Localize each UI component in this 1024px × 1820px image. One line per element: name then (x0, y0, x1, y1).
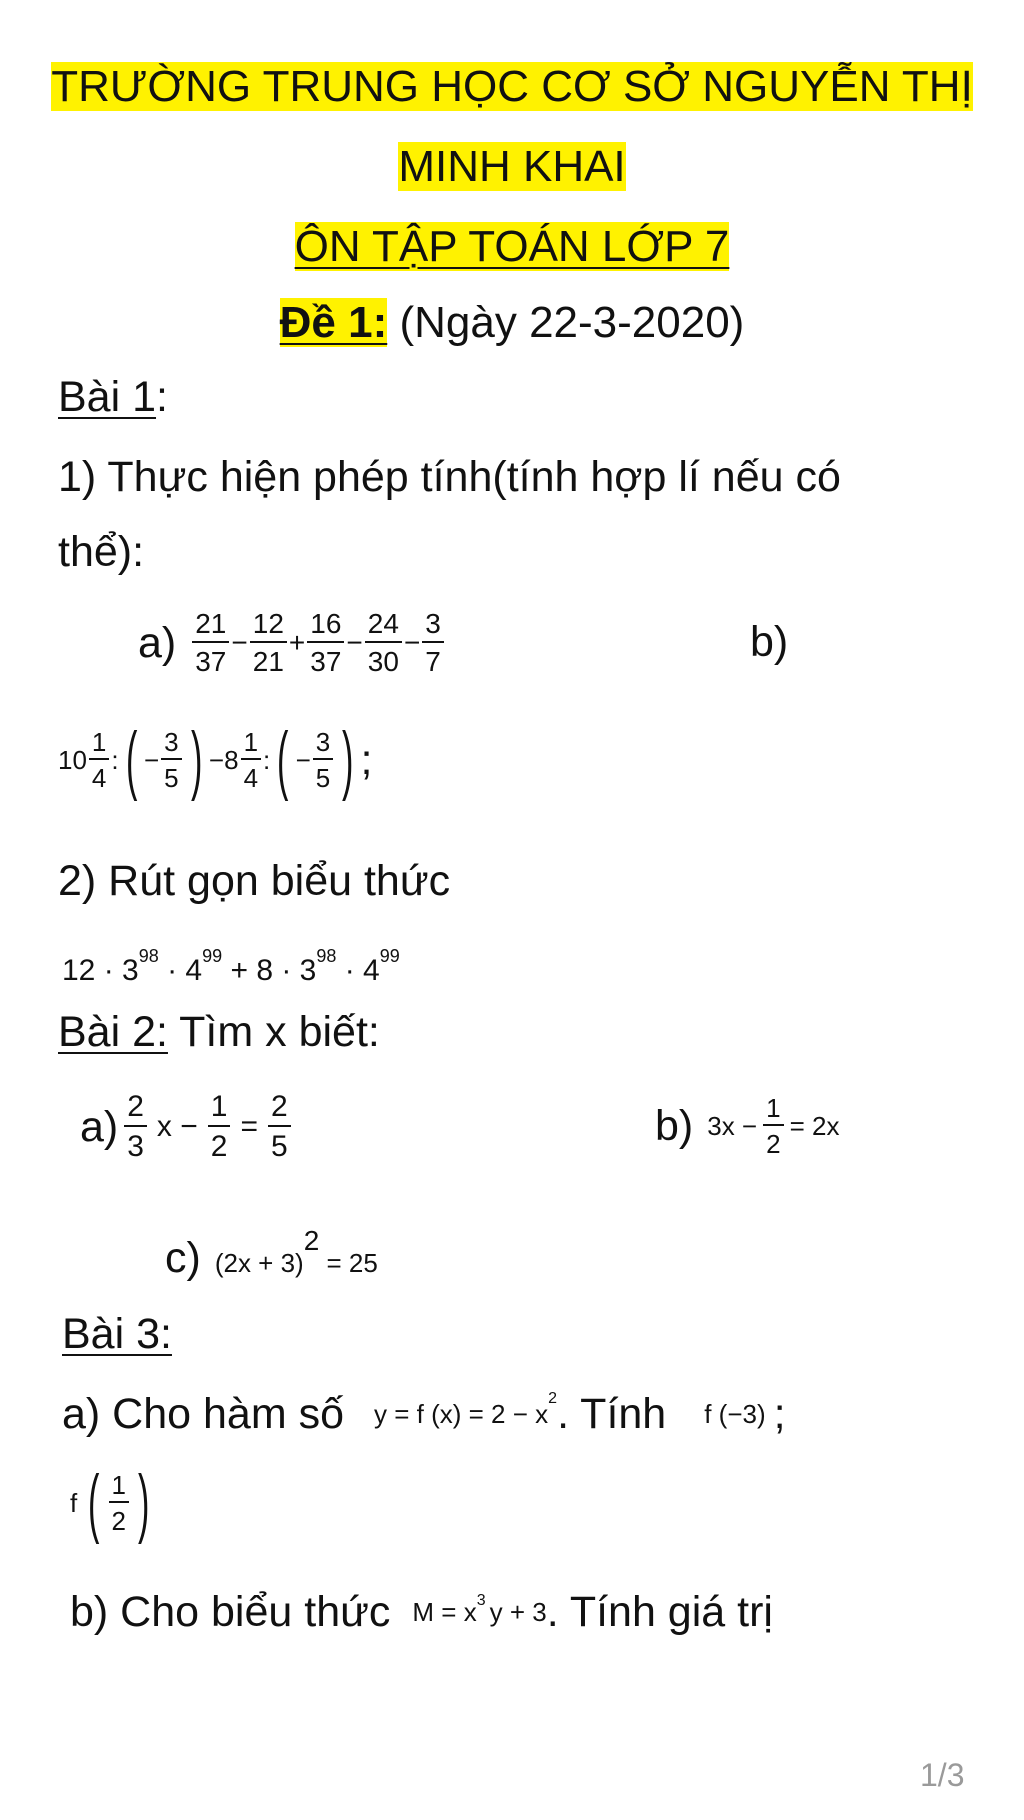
text: b) Cho biểu thức (70, 1588, 391, 1636)
text: . Tính giá trị (546, 1588, 773, 1636)
text: . Tính (557, 1390, 667, 1438)
bai2-part-c (165, 1225, 378, 1283)
bai3-part-a-eval2 (70, 1460, 156, 1545)
denominator: 2 (210, 1130, 228, 1163)
term: = 25 (319, 1248, 378, 1278)
term: (2x + 3) (214, 1248, 304, 1278)
operator: − (403, 627, 421, 658)
bai1-heading (58, 373, 168, 422)
fraction (124, 1092, 147, 1162)
bai2-part-a (80, 1092, 293, 1162)
operator: : (111, 744, 119, 775)
denominator: 5 (315, 763, 331, 793)
fraction (313, 729, 333, 791)
paren-open: ( (88, 1460, 100, 1545)
function-eval: f (−3) (704, 1399, 766, 1429)
denominator: 2 (111, 1506, 127, 1536)
numerator: 2 (124, 1092, 147, 1127)
term: · 4 (336, 954, 380, 987)
denominator: 5 (164, 763, 179, 793)
bai2-title: Bài 2: (58, 1008, 168, 1056)
exam-heading (0, 292, 1024, 354)
bai1-part-a (138, 610, 446, 676)
paren-close: ) (137, 1460, 150, 1545)
denominator: 7 (425, 646, 441, 677)
term: = 2x (789, 1110, 840, 1141)
operator: − (346, 627, 363, 658)
bai1-title: Bài 1 (58, 373, 157, 421)
mixed-whole: −8 (208, 744, 239, 775)
function-name: f (70, 1487, 78, 1518)
bai2-part-b (655, 1095, 839, 1157)
semicolon: ; (773, 1390, 786, 1438)
numerator: 1 (89, 729, 109, 760)
denominator: 37 (195, 646, 227, 677)
whole-number: 10 (58, 744, 87, 775)
bai3-heading (62, 1310, 172, 1359)
denominator: 37 (310, 646, 342, 677)
fraction (763, 1095, 783, 1157)
fraction (161, 729, 181, 791)
term: x − (156, 1110, 198, 1143)
numerator: 1 (109, 1472, 129, 1503)
numerator: 3 (422, 610, 444, 643)
paren-open: ( (277, 717, 289, 802)
denominator: 5 (271, 1130, 288, 1163)
fraction (208, 1092, 231, 1162)
subject-text: ÔN TẬP TOÁN LỚP 7 (294, 222, 730, 271)
bai1-q2-label: 2) Rút gọn biểu thức (58, 857, 451, 905)
fraction (422, 610, 444, 676)
operator: + (288, 627, 306, 658)
numerator: 3 (161, 729, 181, 760)
fraction (89, 729, 109, 791)
text: a) Cho hàm số (62, 1390, 345, 1438)
numerator: 2 (268, 1092, 291, 1127)
bai1-q2-expression (62, 946, 400, 988)
semicolon: ; (360, 735, 373, 784)
part-b-label: b) (750, 618, 789, 666)
exam-date: (Ngày 22-3-2020) (387, 298, 745, 347)
denominator: 30 (367, 646, 399, 677)
bai1-q1-line1: 1) Thực hiện phép tính(tính hợp lí nếu có (58, 453, 841, 501)
bai1-q1-line2: thể): (58, 528, 145, 576)
school-name-line2 (0, 136, 1024, 198)
exponent: 2 (548, 1390, 558, 1407)
fraction (192, 610, 229, 676)
term: 12 · 3 (62, 954, 139, 987)
denominator: 4 (91, 763, 107, 793)
page-number: 1/3 (920, 1757, 965, 1793)
bai1-colon: : (156, 373, 168, 421)
exponent: 2 (303, 1225, 320, 1256)
equals: = (240, 1110, 258, 1143)
bai2-prompt: Tìm x biết: (167, 1008, 380, 1056)
part-b-label: b) (655, 1101, 694, 1150)
exponent: 98 (316, 946, 337, 966)
denominator: 21 (252, 646, 284, 677)
numerator: 12 (250, 610, 287, 643)
fraction (365, 610, 402, 676)
operator: − (143, 744, 160, 775)
numerator: 3 (313, 729, 333, 760)
fraction (241, 729, 261, 791)
school-name-line1 (0, 56, 1024, 118)
denominator: 3 (127, 1130, 144, 1163)
paren-close: ) (190, 717, 202, 802)
numerator: 1 (208, 1092, 231, 1127)
fraction (250, 610, 287, 676)
bai1-part-b-expression (58, 717, 373, 802)
exponent: 98 (138, 946, 159, 966)
term: · 4 (158, 954, 203, 987)
paren-close: ) (342, 717, 354, 802)
bai3-title: Bài 3: (62, 1310, 172, 1358)
numerator: 1 (241, 729, 261, 760)
numerator: 24 (365, 610, 402, 643)
exponent: 99 (202, 946, 223, 966)
part-c-label: c) (165, 1234, 201, 1282)
fraction (307, 610, 344, 676)
numerator: 21 (192, 610, 229, 643)
part-a-label: a) (80, 1102, 119, 1151)
bai3-part-a (62, 1390, 786, 1439)
function-expression: y = f (x) = 2 − x (374, 1399, 549, 1429)
bai3-part-b (70, 1588, 773, 1637)
term: y + 3 (489, 1597, 547, 1627)
school-name-text-1: TRƯỜNG TRUNG HỌC CƠ SỞ NGUYỄN THỊ (51, 62, 973, 111)
subject-title (0, 216, 1024, 278)
denominator: 4 (243, 763, 259, 793)
exam-label: Đề 1: (279, 298, 388, 347)
numerator: 16 (307, 610, 344, 643)
fraction (109, 1472, 129, 1534)
exponent: 3 (476, 1592, 486, 1609)
operator: − (295, 744, 311, 775)
bai2-heading (58, 1008, 380, 1057)
part-a-label: a) (138, 618, 177, 667)
denominator: 2 (766, 1129, 781, 1159)
exponent: 99 (379, 946, 400, 966)
fraction (268, 1092, 291, 1162)
operator: − (231, 627, 248, 658)
operator: : (263, 744, 271, 775)
term: M = x (412, 1597, 477, 1627)
term: 3x − (707, 1110, 758, 1141)
school-name-text-2: MINH KHAI (398, 142, 626, 191)
term: + 8 · 3 (222, 954, 317, 987)
numerator: 1 (763, 1095, 783, 1126)
paren-open: ( (125, 717, 137, 802)
